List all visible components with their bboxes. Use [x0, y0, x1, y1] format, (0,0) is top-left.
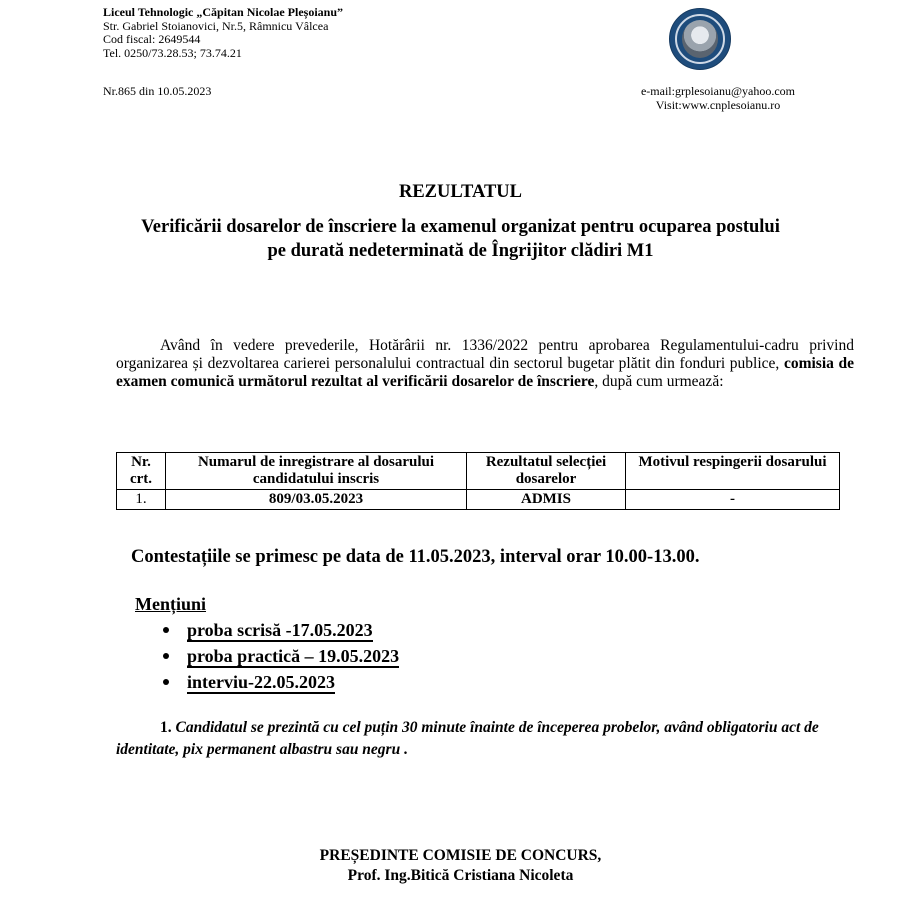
school-fiscal-code: Cod fiscal: 2649544 — [103, 32, 201, 46]
mention-item: proba scrisă -17.05.2023 — [187, 620, 373, 640]
document-title: REZULTATUL — [398, 182, 523, 202]
school-name: Liceul Tehnologic „Căpitan Nicolae Pleșoianu” — [103, 5, 344, 19]
note-text: Candidatul se prezintă cu cel puțin 30 minute înainte de începerea probelor, având obligatoriu act de identitate, pix permanent albastru sau negru . — [116, 719, 819, 758]
school-emblem-icon — [669, 8, 731, 70]
table-row — [117, 490, 840, 510]
cell-nr: 1. — [117, 490, 166, 510]
header-result: Rezultatul selecției dosarelor — [467, 453, 626, 490]
intro-text-bold: comisia de examen comunică următorul rezultat al verificării dosarelor de înscriere — [116, 355, 854, 390]
school-phone: Tel. 0250/73.28.53; 73.74.21 — [103, 45, 242, 60]
list-item — [163, 646, 399, 667]
list-item — [163, 672, 335, 693]
contact-website: Visit:www.cnplesoianu.ro — [655, 97, 781, 112]
header-nr: Nr. crt. — [117, 453, 166, 490]
contestations-text: Contestațiile se primesc pe data de 11.05.2023, interval orar 10.00-13.00. — [131, 547, 700, 567]
contact-block — [618, 85, 818, 112]
header-registration: Numarul de inregistrare al dosarului candidatului inscris — [166, 453, 467, 490]
list-item — [163, 620, 373, 641]
cell-result: ADMIS — [467, 490, 626, 510]
school-header — [103, 6, 343, 60]
contact-email: e-mail:grplesoianu@yahoo.com — [640, 84, 795, 98]
cell-registration: 809/03.05.2023 — [166, 490, 467, 510]
signature-block — [0, 846, 921, 886]
subtitle-line-1: Verificării dosarelor de înscriere la examenul organizat pentru ocuparea postului — [141, 217, 780, 237]
header-reason: Motivul respingerii dosarului — [626, 453, 840, 490]
results-table — [116, 452, 840, 510]
intro-paragraph — [116, 337, 854, 391]
note-number: 1. — [160, 719, 172, 736]
school-street: Str. Gabriel Stoianovici, Nr.5, Râmnicu Vâlcea — [103, 18, 329, 33]
bullet-icon — [163, 653, 169, 659]
document-subtitle — [0, 215, 921, 263]
registration-number: Nr.865 din 10.05.2023 — [103, 84, 212, 98]
subtitle-line-2: pe durată nedeterminată de Îngrijitor clădiri M1 — [267, 241, 654, 261]
mentions-heading: Mențiuni — [135, 594, 207, 614]
bullet-icon — [163, 627, 169, 633]
mention-item: proba practică – 19.05.2023 — [187, 646, 400, 666]
signature-role: PREȘEDINTE COMISIE DE CONCURS, — [319, 847, 602, 864]
table-header-row — [117, 453, 840, 490]
bullet-icon — [163, 679, 169, 685]
mention-item: interviu-22.05.2023 — [187, 672, 335, 692]
signature-name: Prof. Ing.Bitică Cristiana Nicoleta — [347, 867, 574, 884]
intro-text-start: Având în vedere prevederile, Hotărârii nr. 1336/2022 pentru aprobarea Regulamentului-cadru privind organizarea și dezvoltarea carierei personalului contractual din sectorul bugetar plătit din fonduri publice, — [116, 337, 854, 372]
intro-text-end: , după cum urmează: — [594, 373, 724, 390]
cell-reason: - — [626, 490, 840, 510]
candidate-note — [116, 717, 836, 761]
